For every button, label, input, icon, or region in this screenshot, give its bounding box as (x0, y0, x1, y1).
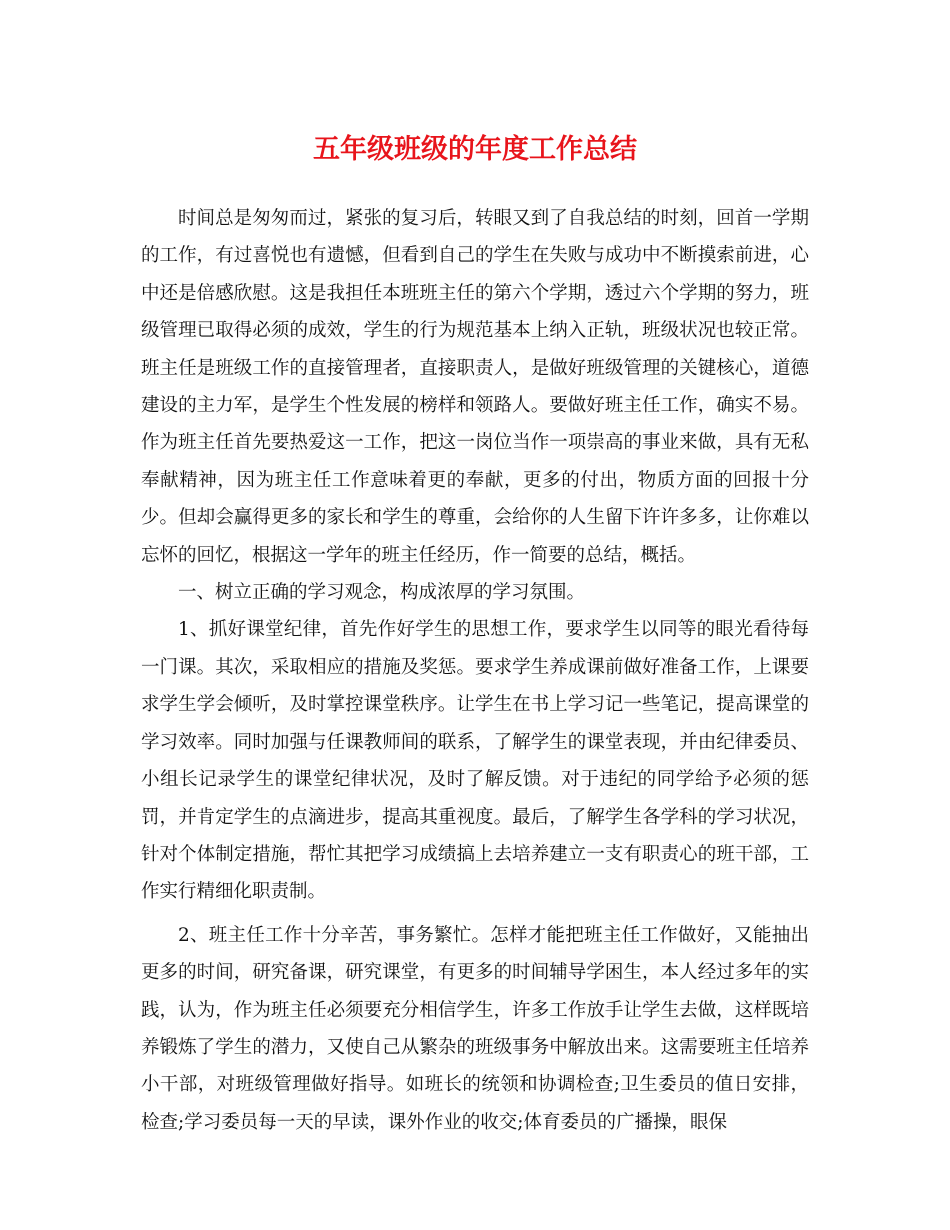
paragraph-item-2: 2、班主任工作十分辛苦，事务繁忙。怎样才能把班主任工作做好，又能抽出更多的时间，研究备课，研究课堂，有更多的时间辅导学困生，本人经过多年的实践，认为，作为班主任必须要充分相信学生，许多工作放手让学生去做，这样既培养锻炼了学生的潜力，又使自己从繁杂的班级事务中解放出来。这需要班主任培养小干部，对班级管理做好指导。如班长的统领和协调检查;卫生委员的值日安排，检查;学习委员每一天的早读，课外作业的收交;体育委员的广播操，眼保 (141, 924, 809, 1133)
section-heading-1: 一、树立正确的学习观念，构成浓厚的学习氛围。 (178, 582, 586, 604)
paragraph-intro: 时间总是匆匆而过，紧张的复习后，转眼又到了自我总结的时刻，回首一学期的工作，有过喜悦也有遗憾，但看到自己的学生在失败与成功中不断摸索前进，心中还是倍感欣慰。这是我担任本班班主任的第六个学期，透过六个学期的努力，班级管理已取得必须的成效，学生的行为规范基本上纳入正轨，班级状况也较正常。班主任是班级工作的直接管理者，直接职责人，是做好班级管理的关键核心，道德建设的主力军，是学生个性发展的榜样和领路人。要做好班主任工作，确实不易。作为班主任首先要热爱这一工作，把这一岗位当作一项崇高的事业来做，具有无私奉献精神，因为班主任工作意味着更的奉献，更多的付出，物质方面的回报十分少。但却会赢得更多的家长和学生的尊重，会给你的人生留下许许多多，让你难以忘怀的回忆，根据这一学年的班主任经历，作一简要的总结，概括。 (141, 208, 809, 566)
document-title: 五年级班级的年度工作总结 (313, 134, 637, 165)
paragraph-item-1: 1、抓好课堂纪律，首先作好学生的思想工作，要求学生以同等的眼光看待每一门课。其次，采取相应的措施及奖惩。要求学生养成课前做好准备工作，上课要求学生学会倾听，及时掌控课堂秩序。让学生在书上学习记一些笔记，提高课堂的学习效率。同时加强与任课教师间的联系，了解学生的课堂表现，并由纪律委员、小组长记录学生的课堂纪律状况，及时了解反馈。对于违纪的同学给予必须的惩罚，并肯定学生的点滴进步，提高其重视度。最后，了解学生各学科的学习状况，针对个体制定措施，帮忙其把学习成绩搞上去培养建立一支有职责心的班干部，工作实行精细化职责制。 (141, 619, 809, 903)
document-body (141, 200, 809, 1141)
